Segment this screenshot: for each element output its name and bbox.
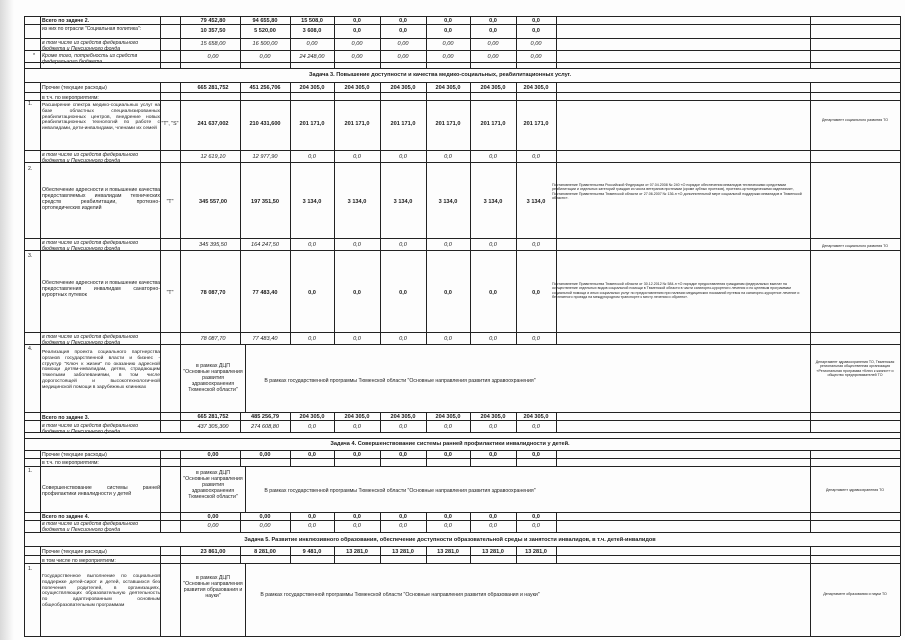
task4-total-value-4: 0,0: [353, 514, 361, 520]
grid-hline: [24, 546, 900, 547]
grid-vline: [40, 450, 41, 466]
task4-fed-value-8: 0,0: [532, 523, 540, 529]
task3-other-value-2: 451 256,706: [249, 85, 281, 91]
m2-value-4: 3 134,0: [347, 199, 367, 205]
m3-fed-value-5: 0,0: [399, 336, 407, 342]
task3-total-value-1: 665 281,752: [197, 414, 229, 420]
grid-hline: [24, 238, 900, 239]
grid-vline: [810, 412, 811, 432]
grid-vline: [810, 82, 811, 345]
task4-total-value-1: 0,00: [207, 514, 219, 520]
sec2-sector-value-3: 3 608,0: [302, 28, 322, 34]
t5m1-label: Государственное выполнение по социальной поддержке детей-сирот и детей, оставшихся без попечения родителей, в организациях, осуществляющих образовательную деятельность по адаптированным основным общеобразовательным программам: [42, 574, 160, 608]
grid-vline: [900, 82, 901, 345]
t4m1-number: 1.: [28, 468, 33, 474]
grid-vline: [180, 16, 181, 68]
task3-fed-value-7: 0,0: [489, 424, 497, 430]
m1-number: 1.: [28, 101, 33, 107]
sec2-federal-value-7: 0,00: [487, 41, 499, 47]
task3-fed-value-5: 0,0: [399, 424, 407, 430]
task4-fed-value-2: 0,00: [259, 523, 271, 529]
grid-hline: [24, 150, 900, 151]
m4-dcp: в рамках ДЦП "Основные направления развития здравоохранения Тюменской области": [183, 363, 243, 393]
task5-other-value-2: 8 281,00: [254, 549, 276, 555]
grid-vline: [245, 563, 246, 636]
grid-vline: [160, 512, 161, 532]
task4-fed-value-7: 0,0: [489, 523, 497, 529]
sec2-sector-value-6: 0,0: [444, 28, 452, 34]
sec2-total-value-2: 94 655,80: [252, 18, 278, 24]
grid-vline: [24, 512, 25, 532]
m2-executor: Департамент социального развития ТО: [821, 244, 889, 248]
m4-executor: Департамент здравоохранения ТО, Тюменская региональная общественная организация «Региональная программа «Ключ к жизни»» и общество предпринимателей ТО: [815, 360, 895, 378]
grid-vline: [40, 82, 41, 345]
sec2-federal-value-4: 0,00: [351, 41, 363, 47]
task3-fed-value-6: 0,0: [444, 424, 452, 430]
m3-federal-label: в том числе из средств федерального бюджета и Пенсионного фонда: [42, 334, 139, 346]
task4-federal-label: в том числе из средств федерального бюджета и Пенсионного фонда: [42, 521, 139, 533]
t5m1-dcp: в рамках ДЦП "Основные направления развития образования и науки": [183, 575, 243, 599]
grid-vline: [24, 450, 25, 466]
task3-other-value-6: 204 305,0: [435, 85, 461, 91]
m1-fed-value-2: 12 977,90: [252, 154, 278, 160]
sec2-sector-value-4: 0,0: [353, 28, 361, 34]
grid-vline: [40, 546, 41, 563]
m1-value-6: 201 171,0: [435, 121, 461, 127]
task5-other-value-3: 9 481,0: [302, 549, 322, 555]
m3-fed-value-3: 0,0: [308, 336, 316, 342]
grid-hline: [24, 458, 900, 459]
m2-fed-value-2: 164 247,50: [251, 242, 279, 248]
task4-other-label: Прочие (текущие расходы): [42, 452, 107, 458]
grid-vline: [24, 412, 25, 432]
m1-fed-value-1: 12 619,10: [200, 154, 226, 160]
task3-other-value-4: 204 305,0: [344, 85, 370, 91]
m2-fed-value-1: 345 395,50: [199, 242, 227, 248]
grid-vline: [24, 546, 25, 563]
grid-vline: [180, 345, 181, 412]
task4-fed-value-6: 0,0: [444, 523, 452, 529]
grid-vline: [245, 466, 246, 512]
grid-vline: [900, 563, 901, 636]
grid-hline: [24, 450, 900, 451]
m1-fed-value-7: 0,0: [489, 154, 497, 160]
task5-other-value-1: 23 861,00: [200, 549, 226, 555]
m3-value-3: 0,0: [308, 290, 316, 296]
task3-measures-label: в т.ч. по мероприятиям:: [42, 95, 99, 101]
sec2-extra-mark: *: [32, 53, 36, 59]
grid-vline: [180, 412, 181, 432]
grid-vline: [180, 546, 181, 563]
sec2-sector-value-5: 0,0: [399, 28, 407, 34]
task3-other-value-8: 204 305,0: [523, 85, 549, 91]
m1-federal-label: в том числе из средств федерального бюджета и Пенсионного фонда: [42, 152, 139, 164]
task5-other-value-4: 13 281,0: [346, 549, 368, 555]
grid-vline: [900, 450, 901, 466]
m3-code: "Т": [166, 290, 174, 296]
sec2-extra-value-6: 0,00: [442, 54, 454, 60]
m2-number: 2.: [28, 166, 33, 172]
m1-value-4: 201 171,0: [344, 121, 370, 127]
m2-value-1: 345 557,00: [199, 199, 227, 205]
task5-title: Задача 5. Развитие инклюзивного образования, обеспечение доступности образовательной среды и занятости инвалидов, в т.ч. детей-инвалидов: [244, 537, 656, 543]
task3-total-value-5: 204 305,0: [390, 414, 416, 420]
task3-fed-value-8: 0,0: [532, 424, 540, 430]
m1-label: Расширение спектра медико-социальных услуг на базе областных специализированных реабилитационных центров, внедрение новых реабилитационных технологий по работе с инвалидами, дети-инвалидами, членами их семей: [42, 103, 160, 132]
sec2-total-value-4: 0,0: [353, 18, 361, 24]
task5-other-value-7: 13 281,0: [482, 549, 504, 555]
grid-vline: [810, 450, 811, 466]
sec2-federal-value-3: 0,00: [306, 41, 318, 47]
grid-hline: [24, 38, 900, 39]
task4-total-value-5: 0,0: [399, 514, 407, 520]
sec2-federal-value-1: 15 658,00: [200, 41, 226, 47]
grid-vline: [556, 546, 557, 563]
grid-vline: [24, 432, 25, 450]
sec2-sector-value-2: 5 520,00: [254, 28, 276, 34]
m2-value-6: 3 134,0: [438, 199, 458, 205]
t5m1-number: 1.: [28, 566, 33, 572]
grid-vline: [40, 16, 41, 68]
sec2-sector-value-8: 0,0: [532, 28, 540, 34]
task3-fed-value-1: 437 305,300: [197, 424, 229, 430]
task3-other-value-5: 204 305,0: [390, 85, 416, 91]
task5-other-value-6: 13 281,0: [437, 549, 459, 555]
grid-vline: [556, 412, 557, 432]
sec2-extra-value-4: 0,00: [351, 54, 363, 60]
sec2-extra-value-1: 0,00: [207, 54, 219, 60]
grid-vline: [24, 82, 25, 345]
task3-title: Задача 3. Повышение доступности и качества медико-социальных, реабилитационных услуг.: [308, 72, 572, 78]
m3-fed-value-2: 77 483,40: [252, 336, 278, 342]
m2-value-8: 3 134,0: [526, 199, 546, 205]
grid-vline: [810, 16, 811, 68]
m3-legal-note: Постановление Правительства Тюменской области от 30.12.2012 № 584-п «О порядке предоставления гражданам федеральных выплат на осуществление отдельных видов социальной помощи в Тюменской области в части санаторно-курортного лечения и по целевым программам социальной помощи и иных социальных услуг по предоставлению при наличии медицинских показаний путевок на санаторно-курортное лечение и бесплатного проезда на междугородном транспорте к месту лечения и обратно».: [552, 282, 800, 300]
m1-fed-value-4: 0,0: [353, 154, 361, 160]
task4-other-value-2: 0,00: [259, 452, 271, 458]
grid-vline: [900, 546, 901, 563]
sec2-federal-value-6: 0,00: [442, 41, 454, 47]
m2-value-5: 3 134,0: [393, 199, 413, 205]
task5-other-value-8: 13 281,0: [525, 549, 547, 555]
t4m1-label: Совершенствование системы ранней профилактики инвалидности у детей: [42, 485, 160, 497]
m3-value-7: 0,0: [489, 290, 497, 296]
m1-value-2: 210 431,600: [249, 121, 281, 127]
grid-vline: [180, 450, 181, 466]
grid-vline: [24, 563, 25, 636]
sec2-extra-value-5: 0,00: [397, 54, 409, 60]
task3-total-value-6: 204 305,0: [435, 414, 461, 420]
grid-vline: [160, 563, 161, 636]
sec2-total-label: Всего по задаче 2.: [42, 18, 90, 24]
grid-vline: [810, 563, 811, 636]
sec2-extra-value-3: 24 248,00: [299, 54, 325, 60]
task4-total-value-6: 0,0: [444, 514, 452, 520]
grid-vline: [900, 345, 901, 412]
sec2-total-value-6: 0,0: [444, 18, 452, 24]
grid-hline: [24, 636, 900, 637]
task4-fed-value-5: 0,0: [399, 523, 407, 529]
grid-vline: [810, 546, 811, 563]
sec2-federal-value-5: 0,00: [397, 41, 409, 47]
m2-code: "Т": [166, 199, 174, 205]
grid-hline: [24, 466, 900, 467]
m1-value-7: 201 171,0: [480, 121, 506, 127]
m1-fed-value-6: 0,0: [444, 154, 452, 160]
sec2-total-value-8: 0,0: [532, 18, 540, 24]
t4m1-executor: Департамент здравоохранения ТО: [825, 488, 885, 492]
m2-legal-note: Постановление Правительства Российской Федерации от 07.04.2008 № 240 «О порядке обеспечения инвалидов техническими средствами реабилитации и отдельных категорий граждан из числа ветеранов протезами (кроме зубных протезов), протезно-ортопедическими изделиями», Постановление Правительства Тюменской области от 27.06.2007 № 136-п «О дополнительной мере социальной поддержки инвалидов в Тюменской области».: [552, 183, 802, 201]
task4-other-value-1: 0,00: [207, 452, 219, 458]
m2-fed-value-5: 0,0: [399, 242, 407, 248]
grid-vline: [556, 16, 557, 68]
grid-hline: [24, 555, 900, 556]
m2-fed-value-8: 0,0: [532, 242, 540, 248]
task3-total-label: Всего по задаче 3.: [42, 415, 90, 421]
m1-code: "Т", "S": [161, 121, 179, 127]
grid-vline: [556, 82, 557, 345]
grid-vline: [180, 563, 181, 636]
grid-vline: [160, 450, 161, 466]
grid-vline: [900, 432, 901, 450]
m3-value-2: 77 483,40: [252, 290, 278, 296]
m3-value-8: 0,0: [532, 290, 540, 296]
grid-vline: [245, 345, 246, 412]
grid-vline: [900, 532, 901, 546]
grid-vline: [900, 466, 901, 512]
m1-fed-value-3: 0,0: [308, 154, 316, 160]
m3-fed-value-7: 0,0: [489, 336, 497, 342]
task4-total-label: Всего по задаче 4.: [42, 514, 90, 520]
grid-vline: [900, 512, 901, 532]
m3-value-1: 78 087,70: [200, 290, 226, 296]
m3-value-6: 0,0: [444, 290, 452, 296]
task4-total-value-8: 0,0: [532, 514, 540, 520]
task4-other-value-7: 0,0: [489, 452, 497, 458]
m1-value-5: 201 171,0: [390, 121, 416, 127]
task4-total-value-2: 0,00: [259, 514, 271, 520]
task4-fed-value-3: 0,0: [308, 523, 316, 529]
task3-other-value-1: 665 281,752: [197, 85, 229, 91]
grid-hline: [24, 438, 900, 439]
grid-vline: [160, 412, 161, 432]
m3-value-5: 0,0: [399, 290, 407, 296]
grid-hline: [24, 512, 900, 513]
t4m1-gp-text: В рамках государственной программы Тюменской области "Основные направления развития здравоохранения": [264, 488, 536, 494]
grid-vline: [810, 466, 811, 512]
grid-vline: [180, 466, 181, 512]
m1-fed-value-5: 0,0: [399, 154, 407, 160]
grid-vline: [40, 466, 41, 512]
task4-other-value-3: 0,0: [308, 452, 316, 458]
t5m1-executor: Департамент образования и науки ТО: [823, 592, 887, 596]
grid-hline: [24, 82, 900, 83]
task5-other-label: Прочие (текущие расходы): [42, 549, 107, 555]
grid-vline: [24, 345, 25, 412]
m2-fed-value-3: 0,0: [308, 242, 316, 248]
m1-value-1: 241 637,002: [197, 121, 229, 127]
grid-vline: [24, 532, 25, 546]
grid-vline: [900, 412, 901, 432]
m2-fed-value-6: 0,0: [444, 242, 452, 248]
grid-vline: [40, 345, 41, 412]
task3-total-value-3: 204 305,0: [299, 414, 325, 420]
grid-vline: [180, 512, 181, 532]
m2-fed-value-4: 0,0: [353, 242, 361, 248]
sec2-federal-value-2: 16 500,00: [252, 41, 278, 47]
task3-total-value-2: 485 256,79: [251, 414, 279, 420]
m3-fed-value-4: 0,0: [353, 336, 361, 342]
grid-vline: [160, 16, 161, 68]
task4-fed-value-1: 0,00: [207, 523, 219, 529]
m1-fed-value-8: 0,0: [532, 154, 540, 160]
sec2-total-value-1: 79 452,80: [200, 18, 226, 24]
grid-vline: [40, 412, 41, 432]
m4-gp-text: В рамках государственной программы Тюменской области "Основные направления развития здравоохранения": [264, 378, 536, 384]
m1-executor: Департамент социального развития ТО: [821, 118, 889, 122]
m3-fed-value-6: 0,0: [444, 336, 452, 342]
sec2-extra-value-7: 0,00: [487, 54, 499, 60]
grid-vline: [24, 466, 25, 512]
m2-label: Обеспечение адресности и повышение качества предоставляемых инвалидам технических средств реабилитации, протезно-ортопедических изделий: [42, 187, 160, 211]
task4-other-value-4: 0,0: [353, 452, 361, 458]
grid-vline: [40, 512, 41, 532]
task4-measures-label: в т.ч. по мероприятиям:: [42, 460, 99, 466]
task4-title: Задача 4. Совершенствование системы ранней профилактики инвалидности у детей.: [330, 441, 570, 447]
task4-total-value-7: 0,0: [489, 514, 497, 520]
grid-vline: [24, 16, 25, 68]
grid-vline: [160, 546, 161, 563]
task3-federal-label: в том числе из средств федерального бюджета и Пенсионного фонда: [42, 423, 139, 435]
task3-total-value-7: 204 305,0: [480, 414, 506, 420]
grid-vline: [900, 16, 901, 68]
m2-federal-label: в том числе из средств федерального бюджета и Пенсионного фонда: [42, 240, 139, 252]
m4-label: Реализация проекта социального партнерства органов государственной власти и бизнес - структур "Ключ к жизни" по оказанию адресной помощи детям-инвалидам, детям, страдающим тяжелыми заболеваниями, в том числе дорогостоящей и высокотехнологичной медицинской помощи в зарубежных клиниках: [42, 350, 160, 390]
sec2-total-value-5: 0,0: [399, 18, 407, 24]
grid-vline: [900, 68, 901, 82]
task4-other-value-5: 0,0: [399, 452, 407, 458]
grid-hline: [24, 92, 900, 93]
m3-value-4: 0,0: [353, 290, 361, 296]
task5-measures-label: в том числе по мероприятиям:: [42, 558, 116, 564]
grid-vline: [556, 450, 557, 466]
task3-other-label: Прочие (текущие расходы): [42, 85, 107, 91]
task3-total-value-4: 204 305,0: [344, 414, 370, 420]
sec2-sector-value-7: 0,0: [489, 28, 497, 34]
m3-label: Обеспечение адресности и повышение качества предоставления инвалидам санаторно-курортных путевок: [42, 280, 160, 298]
task4-total-value-3: 0,0: [308, 514, 316, 520]
grid-hline: [24, 16, 900, 17]
grid-vline: [810, 345, 811, 412]
grid-vline: [180, 82, 181, 345]
task3-fed-value-2: 274 608,80: [251, 424, 279, 430]
grid-vline: [160, 345, 161, 412]
grid-vline: [40, 563, 41, 636]
sec2-federal-label: в том числе из средств федерального бюджета и Пенсионного фонда: [42, 40, 139, 52]
scan-edge-shadow: [0, 0, 14, 640]
grid-vline: [24, 68, 25, 82]
m3-number: 3.: [28, 253, 33, 259]
m3-fed-value-1: 78 087,70: [200, 336, 226, 342]
m1-value-8: 201 171,0: [523, 121, 549, 127]
m2-value-7: 3 134,0: [483, 199, 503, 205]
grid-vline: [810, 512, 811, 532]
task5-other-value-5: 13 281,0: [392, 549, 414, 555]
grid-vline: [160, 466, 161, 512]
grid-hline: [24, 332, 900, 333]
m2-value-2: 197 351,50: [251, 199, 279, 205]
task3-other-value-7: 204 305,0: [480, 85, 506, 91]
sec2-extra-value-8: 0,00: [530, 54, 542, 60]
sec2-sector-value-1: 10 357,50: [200, 28, 226, 34]
t4m1-dcp: в рамках ДЦП "Основные направления развития здравоохранения Тюменской области": [183, 470, 243, 500]
task4-fed-value-4: 0,0: [353, 523, 361, 529]
task4-other-value-6: 0,0: [444, 452, 452, 458]
sec2-extra-label: Кроме того, потребность из средств федерального бюджета: [42, 53, 138, 65]
m3-fed-value-8: 0,0: [532, 336, 540, 342]
sec2-federal-value-8: 0,00: [530, 41, 542, 47]
m2-fed-value-7: 0,0: [489, 242, 497, 248]
task3-fed-value-3: 0,0: [308, 424, 316, 430]
t5m1-gp-text: В рамках государственной программы Тюменской области "Основные направления развития образования и науки": [260, 592, 540, 598]
sec2-total-value-7: 0,0: [489, 18, 497, 24]
grid-hline: [24, 412, 900, 413]
grid-hline: [24, 68, 900, 69]
task4-other-value-8: 0,0: [532, 452, 540, 458]
task3-other-value-3: 204 305,0: [299, 85, 325, 91]
m1-value-3: 201 171,0: [299, 121, 325, 127]
grid-vline: [556, 512, 557, 532]
sec2-extra-value-2: 0,00: [259, 54, 271, 60]
task3-fed-value-4: 0,0: [353, 424, 361, 430]
grid-hline: [24, 24, 900, 25]
m2-value-3: 3 134,0: [302, 199, 322, 205]
sec2-total-value-3: 15 508,0: [301, 18, 323, 24]
m4-number: 4.: [28, 346, 33, 352]
task3-total-value-8: 204 305,0: [523, 414, 549, 420]
sec2-sector-label: из них по отрасли "Социальная политика":: [42, 26, 142, 32]
